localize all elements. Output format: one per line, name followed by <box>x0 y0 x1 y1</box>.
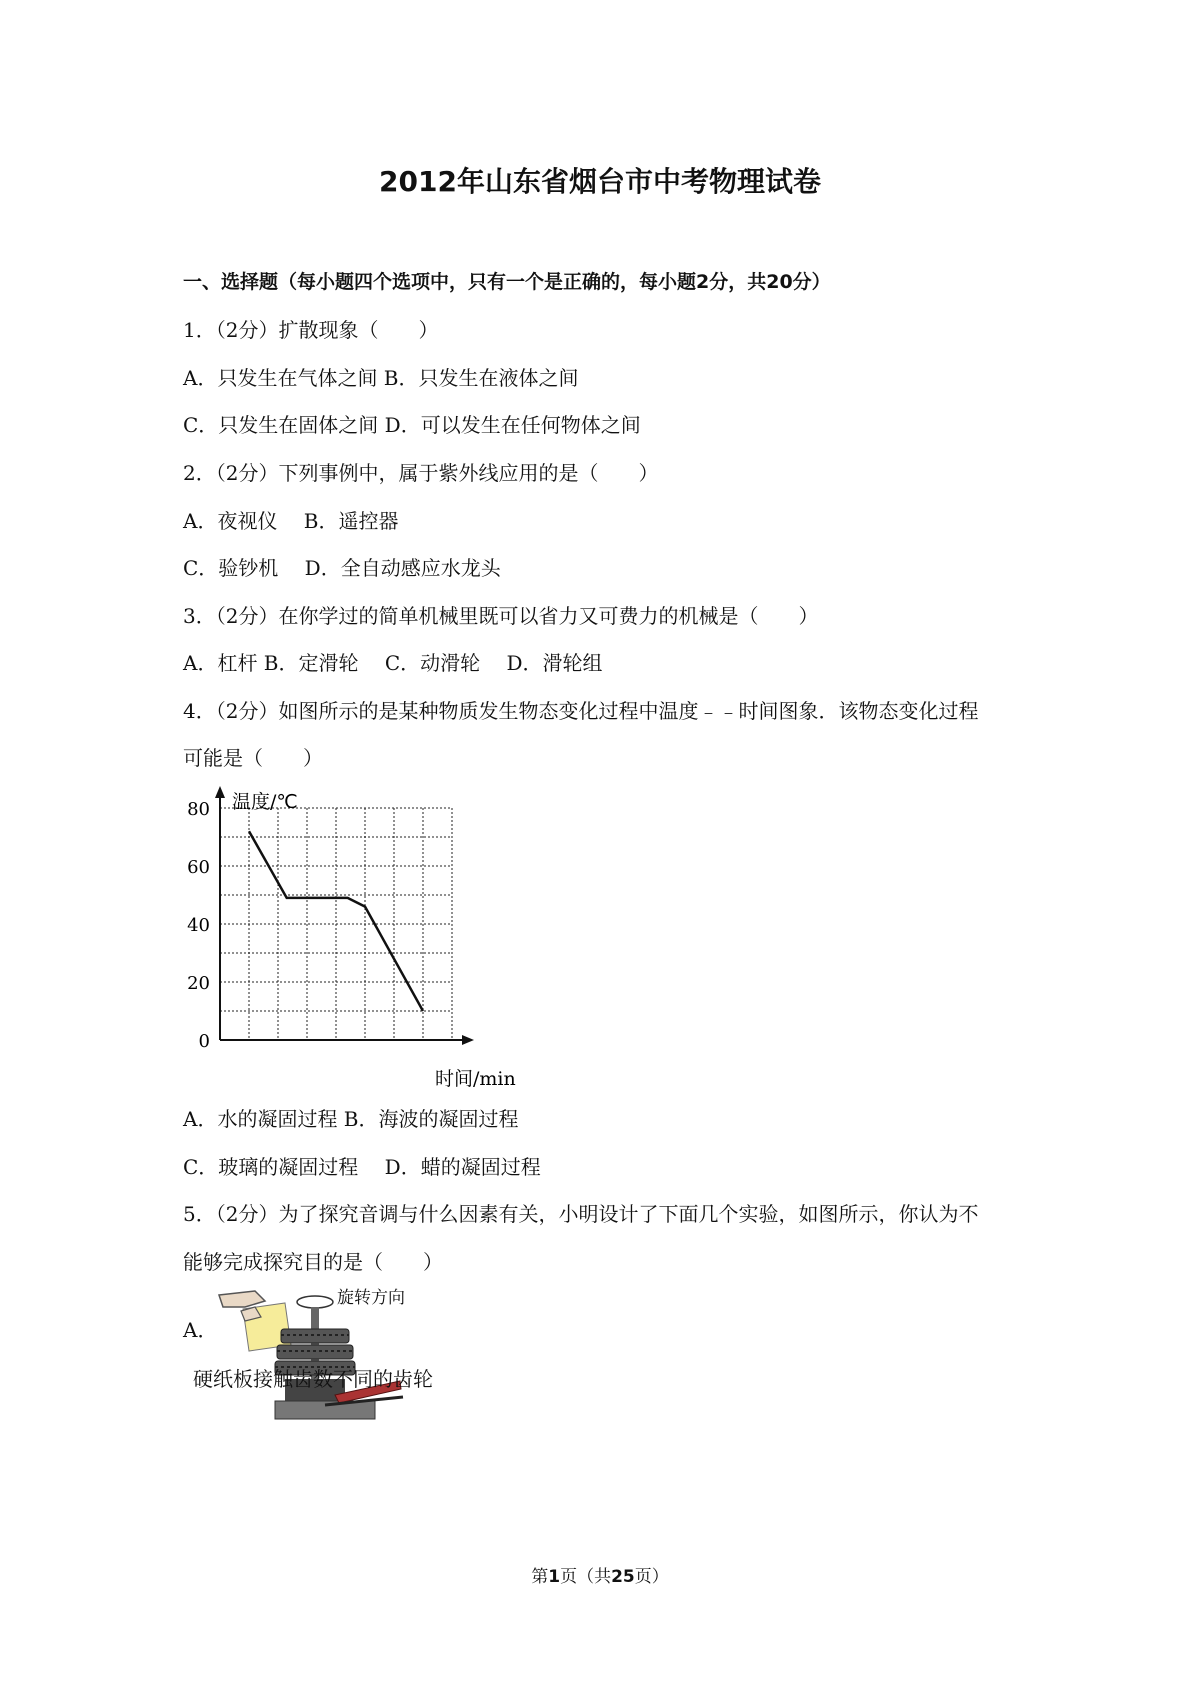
question-4: 4．（2分）如图所示的是某种物质发生物态变化过程中温度﹣﹣时间图象．该物态变化过程 <box>183 699 979 723</box>
y-tick-label: 60 <box>187 857 210 878</box>
question-5-option-a-caption: 硬纸板接触齿数不同的齿轮 <box>193 1367 433 1391</box>
page-title: 2012年山东省烟台市中考物理试卷 <box>379 165 821 198</box>
footer-total-pages: 25 <box>611 1567 635 1587</box>
footer-mid: 页（共 <box>560 1567 612 1587</box>
footer-page-number: 1 <box>548 1567 561 1587</box>
question-1-options-cd: C．只发生在固体之间 D．可以发生在任何物体之间 <box>183 413 641 437</box>
x-axis-arrow <box>462 1035 474 1045</box>
question-5-cont: 能够完成探究目的是（ ） <box>183 1250 443 1274</box>
question-3-options: A．杠杆 B．定滑轮 C．动滑轮 D．滑轮组 <box>183 651 603 675</box>
question-2-options-cd: C．验钞机 D．全自动感应水龙头 <box>183 556 501 580</box>
rotation-direction-label: 旋转方向 <box>337 1288 405 1308</box>
y-tick-label: 0 <box>198 1031 210 1052</box>
question-4-cont: 可能是（ ） <box>183 746 323 770</box>
question-4-options-cd: C．玻璃的凝固过程 D．蜡的凝固过程 <box>183 1155 541 1179</box>
y-axis-label: 温度/℃ <box>232 791 298 813</box>
y-tick-label: 80 <box>187 799 210 820</box>
page-footer <box>0 1562 1200 1587</box>
section-heading: 一、选择题（每小题四个选项中，只有一个是正确的，每小题2分，共20分） <box>183 271 831 293</box>
y-tick-label: 40 <box>187 915 210 936</box>
y-axis-arrow <box>215 786 225 798</box>
question-2-options-ab: A．夜视仪 B．遥控器 <box>183 509 399 533</box>
footer-pre: 第 <box>531 1567 549 1587</box>
question-4-options-ab: A．水的凝固过程 B．海波的凝固过程 <box>183 1107 519 1131</box>
footer-post: 页） <box>634 1567 669 1587</box>
question-1: 1．（2分）扩散现象（ ） <box>183 318 439 342</box>
question-2: 2．（2分）下列事例中，属于紫外线应用的是（ ） <box>183 461 659 485</box>
temperature-time-chart <box>180 778 516 1090</box>
y-tick-label: 20 <box>187 973 210 994</box>
x-axis-label: 时间/min <box>435 1068 516 1090</box>
chart-axes <box>215 786 474 1045</box>
question-5-option-a-label: A． <box>183 1318 218 1342</box>
gear-experiment-image <box>215 1285 415 1435</box>
question-5: 5．（2分）为了探究音调与什么因素有关，小明设计了下面几个实验，如图所示，你认为不 <box>183 1202 979 1226</box>
question-1-options-ab: A．只发生在气体之间 B．只发生在液体之间 <box>183 366 579 390</box>
question-3: 3．（2分）在你学过的简单机械里既可以省力又可费力的机械是（ ） <box>183 604 819 628</box>
chart-ticks <box>187 799 210 1052</box>
